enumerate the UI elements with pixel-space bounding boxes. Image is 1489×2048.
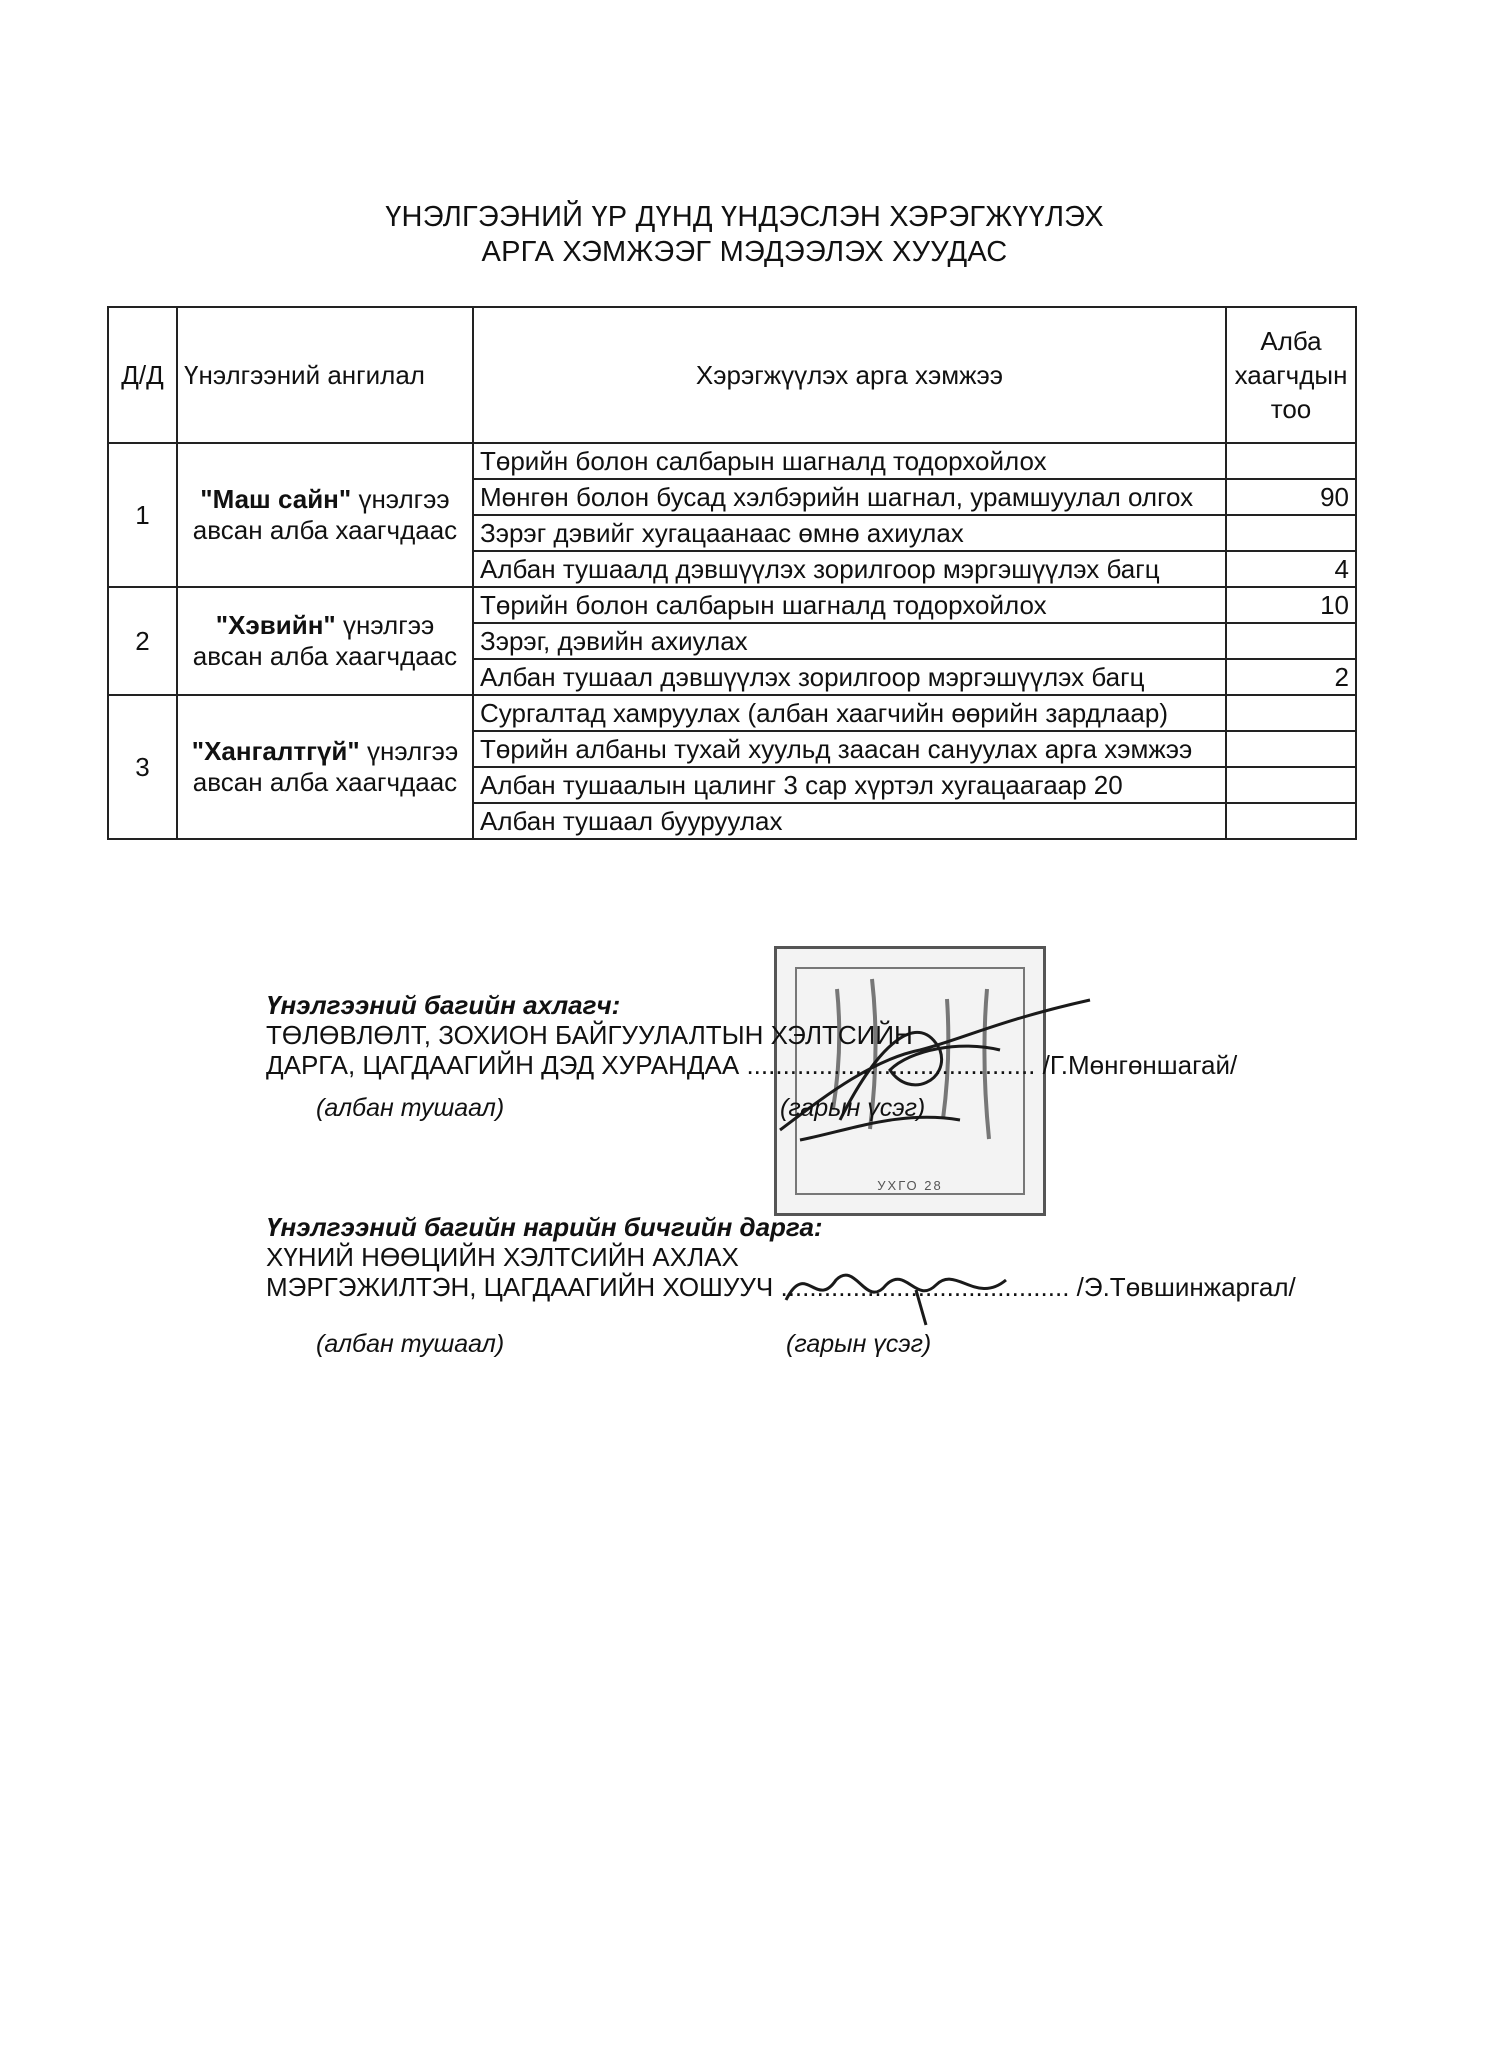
count-cell	[1226, 803, 1356, 839]
count-cell: 2	[1226, 659, 1356, 695]
category-name: "Хангалтгүй"	[191, 736, 360, 766]
document-title	[0, 200, 1489, 270]
table-row	[108, 443, 1356, 479]
count-cell	[1226, 695, 1356, 731]
header-count-line2: хаагчдын	[1234, 360, 1348, 390]
stamp-code: УХГО 28	[877, 1178, 943, 1193]
header-category: Үнэлгээний ангилал	[177, 307, 473, 443]
head-position-caption: (албан тушаал)	[316, 1094, 505, 1122]
group-number: 2	[108, 587, 177, 695]
measure-cell: Албан тушаалын цалинг 3 сар хүртэл хугацаагаар 20	[473, 767, 1226, 803]
measure-cell: Сургалтад хамруулах (албан хаагчийн өөрийн зардлаар)	[473, 695, 1226, 731]
group-number: 1	[108, 443, 177, 587]
head-name: /Г.Мөнгөншагай/	[1042, 1050, 1238, 1080]
group-category	[177, 443, 473, 587]
head-signature-caption: (гарын үсэг)	[780, 1094, 926, 1122]
header-measure: Хэрэгжүүлэх арга хэмжээ	[473, 307, 1226, 443]
secretary-title-line1: ХҮНИЙ НӨӨЦИЙН ХЭЛТСИЙН АХЛАХ	[266, 1242, 739, 1272]
secretary-title-line2: МЭРГЭЖИЛТЭН, ЦАГДААГИЙН ХОШУУЧ	[266, 1272, 774, 1302]
title-line-1: ҮНЭЛГЭЭНИЙ ҮР ДҮНД ҮНДЭСЛЭН ХЭРЭГЖҮҮЛЭХ	[385, 201, 1104, 233]
title-line-2: АРГА ХЭМЖЭЭГ МЭДЭЭЛЭХ ХУУДАС	[481, 236, 1008, 268]
header-no: Д/Д	[108, 307, 177, 443]
head-title-line2-row	[266, 1050, 1237, 1080]
count-cell	[1226, 443, 1356, 479]
measure-cell: Албан тушаал бууруулах	[473, 803, 1226, 839]
category-description: үнэлгээ авсан алба хаагчдаас	[192, 736, 459, 797]
header-count	[1226, 307, 1356, 443]
count-cell	[1226, 731, 1356, 767]
secretary-signature-block	[266, 1212, 1296, 1302]
secretary-position-caption: (албан тушаал)	[316, 1330, 505, 1358]
count-cell: 90	[1226, 479, 1356, 515]
count-cell	[1226, 767, 1356, 803]
category-description: үнэлгээ авсан алба хаагчдаас	[192, 610, 458, 671]
head-signature-block	[266, 990, 1237, 1080]
measure-cell: Мөнгөн болон бусад хэлбэрийн шагнал, урамшуулал олгох	[473, 479, 1226, 515]
measure-cell: Албан тушаалд дэвшүүлэх зорилгоор мэргэшүүлэх багц	[473, 551, 1226, 587]
group-category	[177, 695, 473, 839]
head-title-line2: ДАРГА, ЦАГДААГИЙН ДЭД ХУРАНДАА	[266, 1050, 740, 1080]
table-row	[108, 587, 1356, 623]
measure-cell: Зэрэг, дэвийн ахиулах	[473, 623, 1226, 659]
measure-cell: Төрийн болон салбарын шагналд тодорхойлох	[473, 587, 1226, 623]
measures-table	[107, 306, 1357, 840]
header-count-line1: Алба	[1260, 326, 1322, 356]
table-header-row	[108, 307, 1356, 443]
group-category	[177, 587, 473, 695]
table-row	[108, 695, 1356, 731]
head-title-line1: ТӨЛӨВЛӨЛТ, ЗОХИОН БАЙГУУЛАЛТЫН ХЭЛТСИЙН	[266, 1020, 913, 1050]
measure-cell: Төрийн болон салбарын шагналд тодорхойлох	[473, 443, 1226, 479]
head-role: Үнэлгээний багийн ахлагч:	[266, 990, 621, 1020]
count-cell	[1226, 515, 1356, 551]
head-dots: ........................................	[746, 1050, 1036, 1080]
secretary-name: /Э.Төвшинжаргал/	[1076, 1272, 1296, 1302]
group-number: 3	[108, 695, 177, 839]
count-cell	[1226, 623, 1356, 659]
secretary-dots: ........................................	[780, 1272, 1070, 1302]
secretary-title-line2-row	[266, 1272, 1296, 1302]
category-name: "Хэвийн"	[215, 610, 336, 640]
measure-cell: Төрийн албаны тухай хуульд заасан сануулах арга хэмжээ	[473, 731, 1226, 767]
category-description: үнэлгээ авсан алба хаагчдаас	[192, 484, 458, 545]
measure-cell: Албан тушаал дэвшүүлэх зорилгоор мэргэшүүлэх багц	[473, 659, 1226, 695]
category-name: "Маш сайн"	[200, 484, 352, 514]
secretary-signature-caption: (гарын үсэг)	[786, 1330, 932, 1358]
header-count-line3: тоо	[1270, 394, 1312, 424]
measure-cell: Зэрэг дэвийг хугацаанаас өмнө ахиулах	[473, 515, 1226, 551]
count-cell: 4	[1226, 551, 1356, 587]
secretary-role: Үнэлгээний багийн нарийн бичгийн дарга:	[266, 1212, 823, 1242]
count-cell: 10	[1226, 587, 1356, 623]
